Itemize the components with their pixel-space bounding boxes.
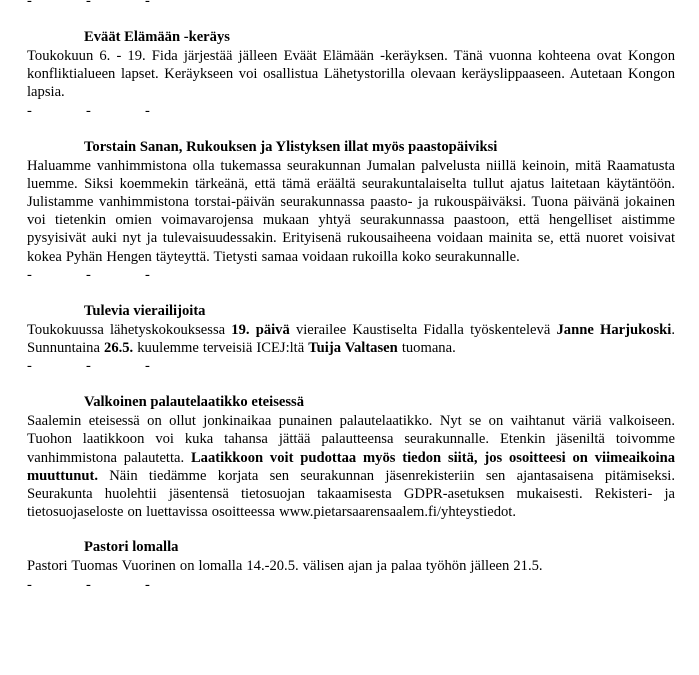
section-title: Tulevia vierailijoita — [84, 302, 206, 319]
section-paragraph: Pastori Tuomas Vuorinen on lomalla 14.-20.5. välisen ajan ja palaa työhön jälleen 21.5. — [27, 558, 543, 575]
section-title: Pastori lomalla — [84, 539, 179, 556]
separator: - - - — [27, 0, 150, 9]
separator: - - - — [27, 266, 150, 283]
section-evaat-elamaan — [27, 28, 675, 102]
section-tulevia-vierailijoita — [27, 302, 675, 357]
section-title: Valkoinen palautelaatikko eteisessä — [84, 394, 305, 411]
section-pastori-lomalla — [27, 538, 675, 575]
separator: - - - — [27, 358, 150, 375]
section-paragraph: Haluamme vanhimmistona olla tukemassa seurakunnan Jumalan palvelusta niillä keinoin, mitä Raamatusta luemme. Siksi koemmekin tärkeänä, että tämä eräältä seurakuntalaiselta tullut ajatus laitetaan käytäntöön. Julistamme vanhimmistona torstai-päivän seurakunnassa paasto- ja rukouspäiväksi. Tuona päivänä jokainen voi tietenkin omien voimavarojensa mukaan yhtyä seurakunnassa paastoon, että hengelliset aistimme pysyisivät auki nyt ja tulevaisuudessakin. Erityisenä rukousaiheena voidaan mainita se, että nuoret voisivat kokea Pyhän Hengen täyteyttä. Tietysti samaa voidaan rukoilla koko seurakunnalle. — [27, 157, 675, 265]
section-paragraph: Toukokuun 6. - 19. Fida järjestää jälleen Eväät Elämään -keräyksen. Tänä vuonna kohteena ovat Kongon konfliktialueen lapset. Keräykseen voi osallistua Lähetystorilla olevaan keräyslippaaseen. Autetaan Kongon lapsia. — [27, 48, 675, 101]
section-title: Eväät Elämään -keräys — [84, 29, 230, 45]
separator: - - - — [27, 102, 150, 119]
separator: - - - — [27, 576, 150, 593]
section-title: Torstain Sanan, Rukouksen ja Ylistyksen illat myös paastopäiviksi — [84, 138, 498, 155]
document-page — [27, 0, 675, 595]
section-palautelaatikko — [27, 393, 675, 521]
section-paragraph: Saalemin eteisessä on ollut jonkinaikaa punainen palautelaatikko. Nyt se on vaihtanut väriä valkoiseen. Tuohon laatikkoon voi kuka tahansa jättää palautteensa seurakunnalle. Etenkin jäseniltä toivomme vanhimmistona palautetta. Laatikkoon voit pudottaa myös tiedon siitä, jos osoitteesi on viimeaikoina muuttunut. Näin tiedämme korjata sen seurakunnan jäsenrekisteriin sen ajantasaisena pitämiseksi. Seurakunta huolehtii jäsentensä tietosuojan takaamisesta GDPR-asetuksen mukaisesti. Rekisteri- ja tietosuojaseloste on luettavissa osoitteessa www.pietarsaarensaalem.fi/yhteystiedot. — [27, 413, 675, 521]
section-paragraph: Toukokuussa lähetyskokouksessa 19. päivä vierailee Kaustiselta Fidalla työskentelevä Janne Harjukoski. Sunnuntaina 26.5. kuulemme terveisiä ICEJ:ltä Tuija Valtasen tuomana. — [27, 321, 676, 357]
section-torstain-illat — [27, 138, 675, 266]
